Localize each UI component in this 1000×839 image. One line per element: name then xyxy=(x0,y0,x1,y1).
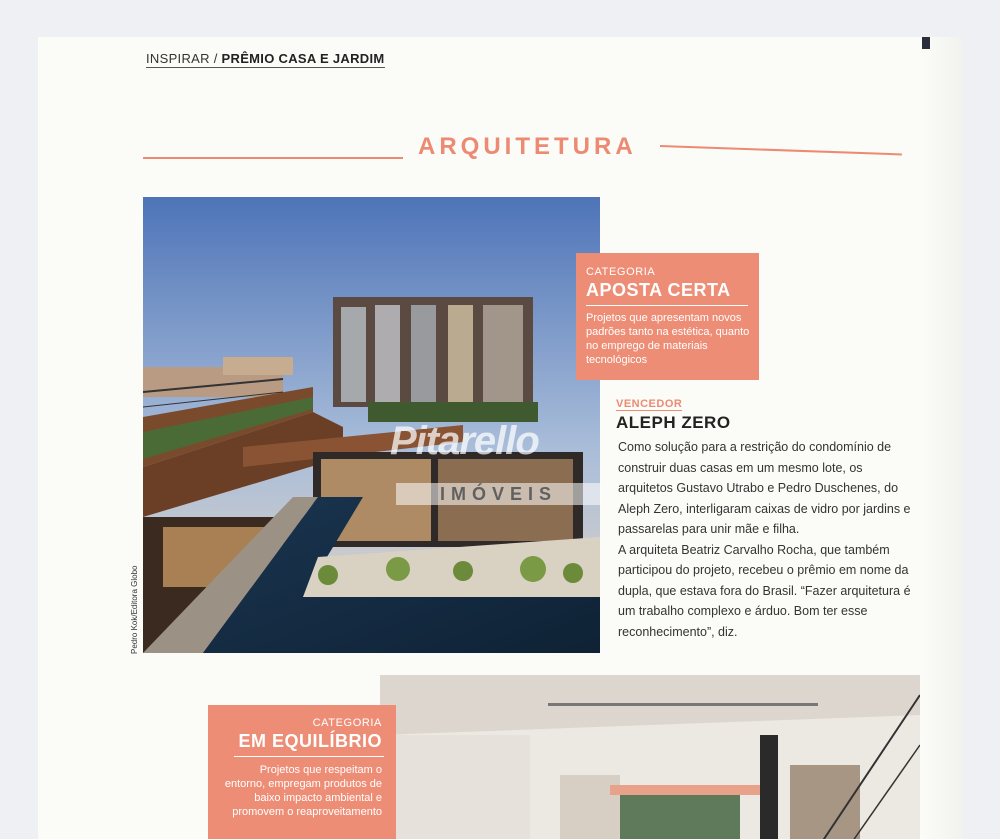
category-label: CATEGORIA xyxy=(312,717,382,729)
winner-name: ALEPH ZERO xyxy=(616,413,731,432)
category-desc: Projetos que apresentam novos padrões tanto na estética, quanto no emprego de materiais tecnológicos xyxy=(586,312,750,366)
category-title: APOSTA CERTA xyxy=(586,280,731,300)
magazine-page xyxy=(38,37,962,839)
corner-mark xyxy=(922,37,930,49)
photo-credit: Pedro Kok/Editora Globo xyxy=(130,565,139,654)
title-rule-left xyxy=(143,157,403,159)
category-box-em-equilibrio xyxy=(208,705,396,839)
category-divider xyxy=(234,756,384,757)
breadcrumb-section: INSPIRAR / xyxy=(146,51,218,66)
category-title: EM EQUILÍBRIO xyxy=(238,731,382,751)
title-rule-right xyxy=(660,145,902,155)
watermark-sub: IMÓVEIS xyxy=(396,483,601,505)
category-label: CATEGORIA xyxy=(586,266,656,278)
article-paragraph-1: Como solução para a restrição do condomínio de construir duas casas em um mesmo lote, os arquitetos Gustavo Utrabo e Pedro Duschenes, do Aleph Zero, interligaram caixas de vidro por jardins e passarelas para unir mãe e filha. xyxy=(618,440,911,536)
article-body xyxy=(618,437,918,642)
interior-photo xyxy=(380,675,920,839)
page-shadow xyxy=(922,37,962,839)
breadcrumb xyxy=(146,51,385,68)
breadcrumb-current: PRÊMIO CASA E JARDIM xyxy=(221,51,385,66)
winner-label: VENCEDOR xyxy=(616,398,683,410)
category-box-aposta-certa xyxy=(576,253,759,380)
article-paragraph-2: A arquiteta Beatriz Carvalho Rocha, que também participou do projeto, recebeu o prêmio em nome da dupla, que estava fora do Brasil. “Fazer arquitetura é um trabalho complexo e árduo. Bom ter esse reconhecimento”, diz. xyxy=(618,542,911,639)
watermark-brand: Pitarello xyxy=(390,419,539,463)
category-desc: Projetos que respeitam o entorno, empregam produtos de baixo impacto ambiental e promovem o reaproveitamento xyxy=(224,764,382,818)
section-title: ARQUITETURA xyxy=(418,133,637,160)
category-divider xyxy=(586,305,748,306)
